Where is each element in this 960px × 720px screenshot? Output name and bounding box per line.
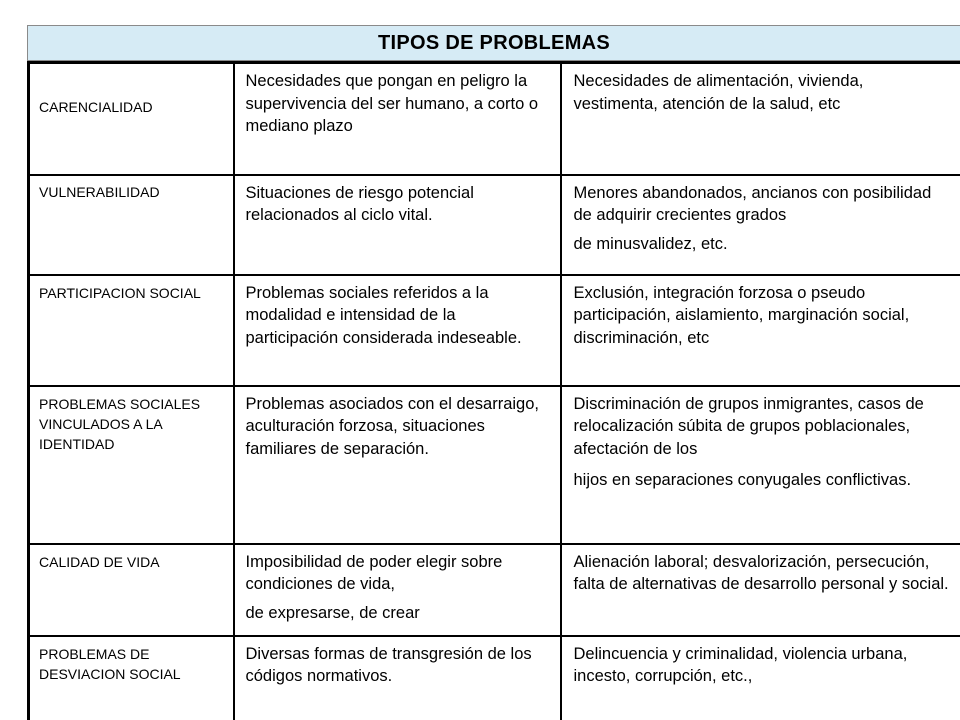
category-label: CARENCIALIDAD — [39, 99, 153, 115]
table-row — [29, 636, 960, 720]
table-row — [29, 544, 960, 636]
description-text: Necesidades que pongan en peligro la supervivencia del ser humano, a corto o mediano plazo — [245, 72, 539, 135]
description-text: Diversas formas de transgresión de los códigos normativos. — [245, 644, 532, 685]
category-cell — [29, 544, 234, 636]
examples-cell — [561, 275, 960, 386]
examples-text: Delincuencia y criminalidad, violencia urbana, incesto, corrupción, etc., — [573, 644, 908, 685]
description-text: Problemas sociales referidos a la modalidad e intensidad de la participación considerada indeseable. — [245, 283, 522, 347]
title-bar — [27, 25, 960, 61]
category-cell — [29, 275, 234, 386]
examples-cell — [561, 175, 960, 275]
table-row — [29, 63, 960, 175]
description-text: Situaciones de riesgo potencial relacionados al ciclo vital. — [245, 183, 474, 224]
description-text — [235, 545, 560, 625]
description-text-part: Imposibilidad de poder elegir sobre condiciones de vida, — [245, 552, 503, 593]
examples-text-part: Discriminación de grupos inmigrantes, casos de relocalización súbita de grupos poblacionales, afectación de los — [573, 394, 924, 458]
examples-cell — [561, 63, 960, 175]
category-cell — [29, 63, 234, 175]
description-text: Problemas asociados con el desarraigo, aculturación forzosa, situaciones familiares de separación. — [245, 394, 539, 458]
examples-text-part: hijos en separaciones conyugales conflictivas. — [573, 471, 912, 489]
table-row — [29, 175, 960, 275]
examples-text: Exclusión, integración forzosa o pseudo participación, aislamiento, marginación social, discriminación, etc — [573, 283, 910, 347]
description-cell — [234, 636, 561, 720]
examples-text: Alienación laboral; desvalorización, persecución, falta de alternativas de desarrollo personal y social. — [573, 552, 949, 593]
examples-text: Necesidades de alimentación, vivienda, vestimenta, atención de la salud, etc — [573, 72, 864, 113]
category-cell — [29, 636, 234, 720]
description-cell — [234, 544, 561, 636]
page-title: TIPOS DE PROBLEMAS — [377, 31, 611, 54]
category-label: CALIDAD DE VIDA — [39, 553, 160, 570]
problem-types-table — [27, 61, 960, 720]
examples-text — [562, 176, 960, 256]
examples-text-part: Menores abandonados, ancianos con posibilidad de adquirir crecientes grados — [573, 183, 932, 224]
examples-text — [562, 387, 960, 492]
category-cell — [29, 386, 234, 544]
table-row — [29, 275, 960, 386]
examples-cell — [561, 544, 960, 636]
examples-cell — [561, 636, 960, 720]
category-label: VULNERABILIDAD — [39, 183, 160, 200]
description-text-part: de expresarse, de crear — [245, 603, 420, 622]
examples-text-part: de minusvalidez, etc. — [573, 234, 728, 253]
description-cell — [234, 175, 561, 275]
category-label: PARTICIPACION SOCIAL — [39, 284, 201, 301]
description-cell — [234, 386, 561, 544]
table-row — [29, 386, 960, 544]
description-cell — [234, 275, 561, 386]
category-cell — [29, 175, 234, 275]
examples-cell — [561, 386, 960, 544]
description-cell — [234, 63, 561, 175]
category-label: PROBLEMAS SOCIALES VINCULADOS A LA IDENTIDAD — [39, 395, 201, 452]
category-label: PROBLEMAS DE DESVIACION SOCIAL — [39, 645, 181, 682]
